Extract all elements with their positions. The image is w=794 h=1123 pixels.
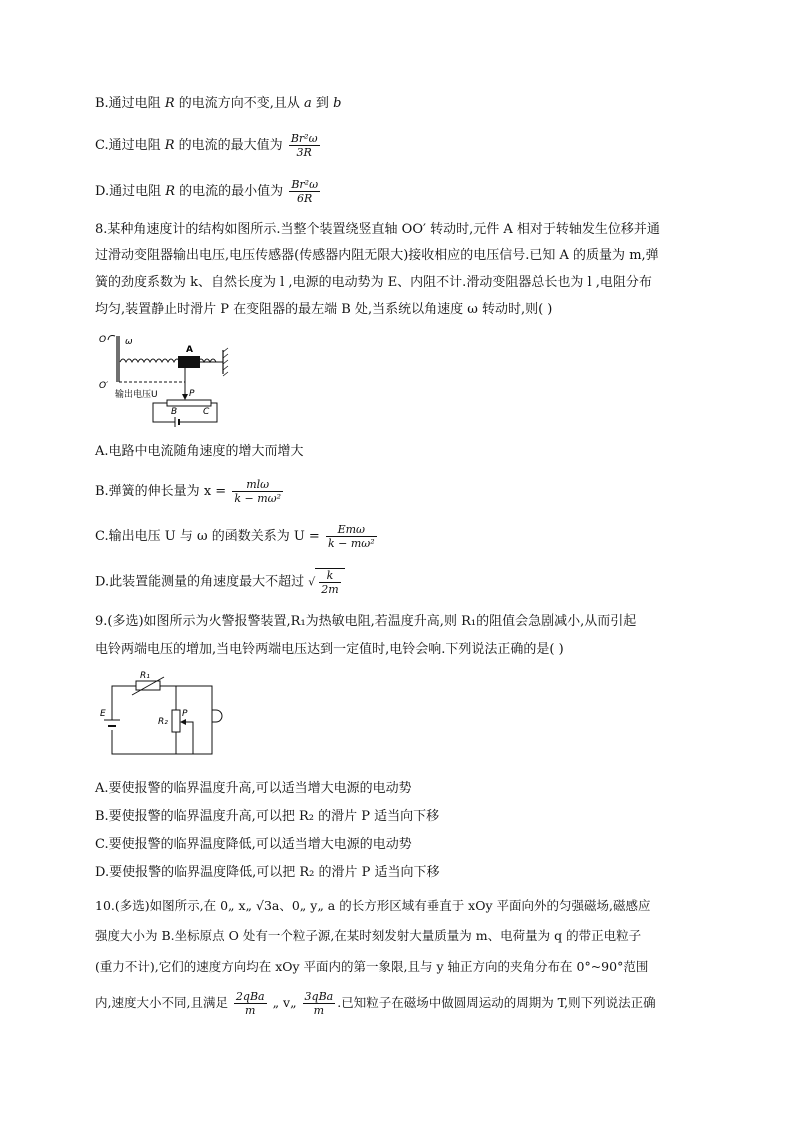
q7-option-b	[95, 94, 341, 114]
q8-figure-angular-velocity-meter	[95, 330, 240, 430]
bell-icon	[212, 710, 222, 722]
text: 到	[311, 96, 334, 111]
rotation-arrow-icon	[108, 336, 115, 341]
q10-stem-2: 强度大小为 B.坐标原点 O 处有一个粒子源,在某时刻发射大量质量为 m、电荷量为 q 的带正电粒子	[95, 928, 642, 943]
text: C.输出电压 U 与 ω 的函数关系为 U =	[95, 529, 324, 544]
q7-option-c	[95, 132, 322, 159]
slider-arrow-icon	[182, 394, 188, 400]
text: 内,速度大小不同,且满足	[95, 995, 232, 1010]
fraction	[326, 523, 377, 550]
denominator: 2m	[321, 583, 339, 596]
q8-stem-4: 均匀,装置静止时滑片 P 在变阻器的最左端 B 处,当系统以角速度 ω 转动时,则( )	[95, 302, 553, 317]
numerator: mlω	[232, 478, 283, 492]
q7-option-d	[95, 178, 322, 205]
q9-option-c: C.要使报警的临界温度降低,可以适当增大电源的电动势	[95, 837, 412, 852]
label-P: P	[182, 709, 188, 719]
var-R: R	[164, 138, 175, 153]
fraction	[303, 990, 336, 1017]
text: D.此装置能测量的角速度最大不超过	[95, 574, 305, 590]
wire	[184, 722, 193, 754]
label-R1: R₁	[140, 671, 150, 681]
denominator: m	[245, 1004, 256, 1017]
q8-option-b	[95, 478, 285, 505]
q8-option-c	[95, 523, 379, 550]
var-R: R	[164, 96, 175, 111]
q10-stem-3: (重力不计),它们的速度方向均在 xOy 平面内的第一象限,且与 y 轴正方向的夹角分布在 0°~90°范围	[95, 959, 649, 974]
q8-stem-1: 8.某种角速度计的结构如图所示.当整个装置绕竖直轴 OO′ 转动时,元件 A 相对于转轴发生位移并通	[95, 222, 660, 237]
label-C: C	[203, 407, 210, 417]
numerator: Emω	[326, 523, 377, 537]
q9-option-a: A.要使报警的临界温度升高,可以适当增大电源的电动势	[95, 781, 412, 796]
label-P: P	[189, 389, 195, 399]
mass-block-A	[178, 356, 200, 368]
slider-arrow-icon	[180, 719, 186, 725]
var-a: a	[304, 96, 312, 111]
numerator: 2qBa	[235, 990, 265, 1003]
rheostat	[167, 400, 211, 406]
label-A: A	[186, 345, 193, 355]
label-R2: R₂	[158, 717, 168, 727]
numerator: k	[319, 569, 340, 583]
fraction	[234, 990, 267, 1017]
numerator: Br²ω	[290, 132, 318, 145]
wire	[112, 686, 136, 720]
q8-stem-3: 簧的劲度系数为 k、自然长度为 l ,电源的电动势为 E、内阻不计.滑动变阻器总长也为 l ,电阻分布	[95, 275, 652, 290]
q9-stem-1: 9.(多选)如图所示为火警报警装置,R₁为热敏电阻,若温度升高,则 R₁的阻值会急剧减小,从而引起	[95, 614, 637, 629]
numerator: Br²ω	[291, 178, 319, 191]
denominator: 3R	[296, 146, 312, 159]
denominator: m	[313, 1004, 325, 1017]
fraction	[289, 178, 320, 205]
text: .已知粒子在磁场中做圆周运动的周期为 T,则下列说法正确	[337, 995, 656, 1010]
text: C.通过电阻	[95, 138, 165, 153]
label-omega: ω	[125, 337, 133, 347]
wall-hatch	[223, 348, 228, 376]
q8-option-a: A.电路中电流随角速度的增大而增大	[95, 444, 304, 459]
text: B.通过电阻	[95, 96, 165, 111]
label-output-voltage: 输出电压U	[115, 390, 158, 400]
q8-option-d	[95, 568, 345, 596]
text: 的电流的最小值为	[175, 184, 284, 199]
denominator: k − mω²	[327, 537, 375, 550]
label-E: E	[100, 709, 106, 719]
q9-figure-fire-alarm-circuit	[98, 668, 223, 768]
q9-option-b: B.要使报警的临界温度升高,可以把 R₂ 的滑片 P 适当向下移	[95, 809, 440, 824]
numerator: 3qBa	[304, 990, 334, 1003]
rheostat-R2	[172, 710, 180, 732]
square-root: √ $\frac{k}{2m}$	[308, 568, 344, 596]
denominator: k − mω²	[234, 492, 281, 505]
q10-stem-4	[95, 990, 656, 1017]
var-R: R	[165, 184, 176, 199]
label-O-prime: O′	[99, 381, 109, 391]
label-O: O	[99, 335, 107, 345]
text: 的电流方向不变,且从	[174, 96, 305, 111]
text: „ v„	[268, 995, 301, 1010]
q9-option-d: D.要使报警的临界温度降低,可以把 R₂ 的滑片 P 适当向下移	[95, 865, 440, 880]
q10-stem-1: 10.(多选)如图所示,在 0„ x„ √3a、0„ y„ a 的长方形区域有垂直于 xOy 平面向外的匀强磁场,磁感应	[95, 898, 651, 913]
fraction	[319, 569, 340, 596]
fraction	[289, 132, 320, 159]
fraction	[232, 478, 283, 505]
label-B: B	[171, 407, 178, 417]
q9-stem-2: 电铃两端电压的增加,当电铃两端电压达到一定值时,电铃会响.下列说法正确的是( )	[95, 642, 564, 657]
text: 的电流的最大值为	[174, 138, 283, 153]
text: B.弹簧的伸长量为 x =	[95, 484, 231, 499]
q8-stem-2: 过滑动变阻器输出电压,电压传感器(传感器内阻无限大)接收相应的电压信号.已知 A 的质量为 m,弹	[95, 248, 659, 263]
var-b: b	[333, 96, 342, 111]
text: D.通过电阻	[95, 184, 166, 199]
denominator: 6R	[297, 192, 313, 205]
